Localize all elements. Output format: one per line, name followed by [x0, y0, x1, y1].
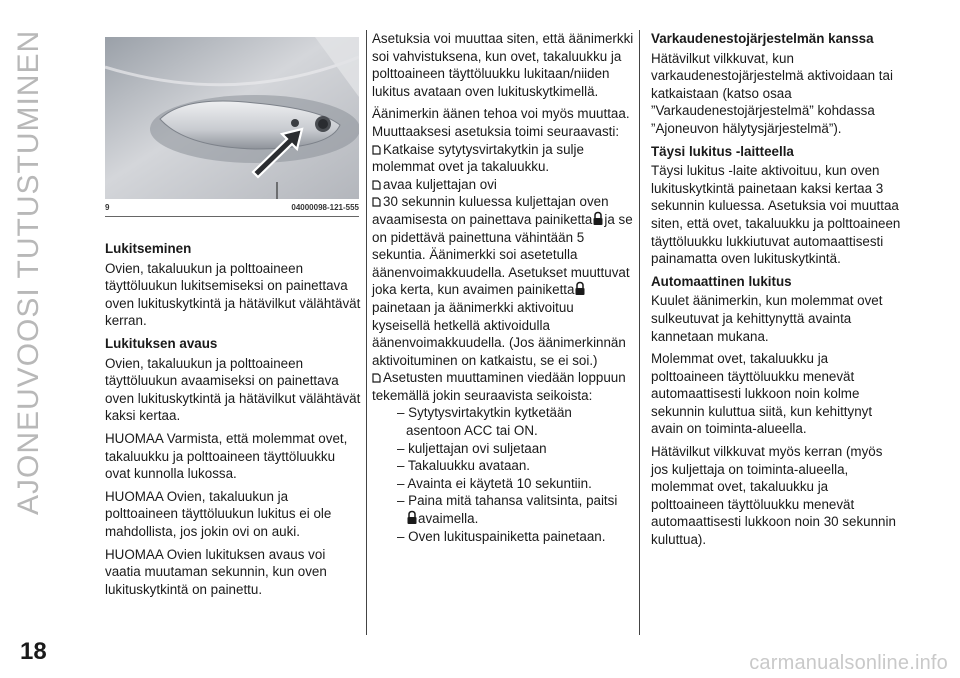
- column-divider-left: [366, 30, 367, 635]
- paragraph: Molemmat ovet, takaluukku ja polttoaineen täyttöluukku menevät automaattisesti lukkoon noin kolme sekunnin kuluttua siitä, kun kehittynyt avain on toiminta-alueella.: [651, 351, 873, 437]
- step-bullet-icon: [372, 145, 381, 155]
- paragraph: Asetuksia voi muuttaa siten, että äänimerkki soi vahvistuksena, kun ovet, takaluukku ja polttoaineen täyttöluukku lukitaan/niiden lukitus avataan oven lukituskytkimellä.: [372, 31, 634, 99]
- step-3: 30 sekunnin kuluessa kuljettajan oven avaamisesta on painettava painiketta ja se on pidettävä painettuna vähintään 5 sekuntia. Äänimerkki soi asetetulla äänenvoimakkuudella. Asetukset muuttuvat joka kerta, kun avaimen painiketta painetaan ja äänimerkki aktivoituu kyseisellä hetkellä aktivoidulla äänenvoimakkuudella. (Jos äänimerkinnän aktivoituminen on katkaistu, se ei soi.): [372, 194, 633, 368]
- lock-icon: [406, 510, 418, 525]
- figure-number: 9: [105, 203, 110, 212]
- heading-unlocking: Lukituksen avaus: [105, 335, 218, 351]
- list-item: – Takaluukku avataan.: [397, 458, 531, 474]
- figure-caption: [105, 203, 359, 217]
- list-item: – Oven lukituspainiketta painetaan.: [397, 528, 606, 544]
- list-item: – kuljettajan ovi suljetaan: [397, 440, 547, 456]
- column-divider-right: [639, 30, 640, 635]
- section-title: AJONEUVOOSI TUTUSTUMINEN: [12, 30, 45, 516]
- step-4: Asetusten muuttaminen viedään loppuun tekemällä jokin seuraavista seikoista:: [372, 370, 626, 403]
- column-1: [105, 240, 363, 603]
- door-handle-figure: [105, 37, 359, 199]
- paragraph: Ovien, takaluukun ja polttoaineen täyttöluukun avaamiseksi on painettava oven lukituskytkintä ja hätävilkut välähtävät kaksi kertaa.: [105, 355, 361, 424]
- note: HUOMAA Ovien, takaluukun ja polttoaineen täyttöluukun lukitus ei ole mahdollista, jos jokin ovi on auki.: [105, 488, 332, 539]
- heading-locking: Lukitseminen: [105, 241, 192, 256]
- column-2: [372, 30, 634, 545]
- paragraph: Hätävilkut vilkkuvat, kun varkaudenestojärjestelmä aktivoidaan tai katkaistaan (katso osaa ”Varkaudenestojärjestelmä” kohdassa ”Ajoneuvon hälytysjärjestelmä”).: [651, 50, 893, 136]
- paragraph: Ovien, takaluukun ja polttoaineen täyttöluukun lukitsemiseksi on painettava oven lukituskytkintä ja hätävilkut välähtävät kerran.: [105, 260, 361, 329]
- step-bullet-icon: [372, 197, 381, 207]
- paragraph: Kuulet äänimerkin, kun molemmat ovet sulkeutuvat ja kehittynyttä avainta kannetaan mukana.: [651, 293, 883, 344]
- lock-icon: [592, 211, 604, 226]
- watermark: carmanualsonline.info: [749, 652, 948, 674]
- door-handle-illustration: [105, 37, 359, 199]
- heading-full-lock: Täysi lukitus -laitteella: [651, 143, 794, 159]
- page-number: 18: [20, 638, 47, 665]
- list-item: – Sytytysvirtakytkin kytketään asentoon ACC tai ON.: [397, 405, 572, 439]
- lock-icon: [574, 281, 586, 296]
- figure-code: 04000098-121-555: [291, 203, 359, 212]
- heading-auto-lock: Automaattinen lukitus: [651, 273, 792, 289]
- step-bullet-icon: [372, 373, 381, 383]
- note: HUOMAA Ovien lukituksen avaus voi vaatia muutaman sekunnin, kun oven lukituskytkintä on painettu.: [105, 546, 327, 597]
- column-3: [651, 30, 901, 554]
- list-item: – Avainta ei käytetä 10 sekuntiin.: [397, 475, 592, 491]
- note: HUOMAA Varmista, että molemmat ovet, takaluukku ja polttoaineen täyttöluukku ovat kunnolla lukossa.: [105, 430, 348, 482]
- paragraph: Hätävilkut vilkkuvat myös kerran (myös jos kuljettaja on toiminta-alueella, molemmat ovet, takaluukku ja polttoaineen täyttöluukku menevät automaattisesti lukkoon noin 30 sekunnin kuluttua).: [651, 444, 896, 548]
- list-item: – Paina mitä tahansa valitsinta, paitsi avaimella.: [397, 493, 618, 527]
- heading-anti-theft: Varkaudenestojärjestelmän kanssa: [651, 31, 874, 46]
- step-1: Katkaise sytytysvirtakytkin ja sulje molemmat ovet ja takaluukku.: [372, 141, 584, 175]
- paragraph: Äänimerkin äänen tehoa voi myös muuttaa. Muuttaaksesi asetuksia toimi seuraavasti:: [372, 106, 630, 139]
- step-2: avaa kuljettajan ovi: [372, 176, 634, 194]
- figure-rule: [105, 216, 359, 217]
- step-bullet-icon: [372, 180, 381, 190]
- paragraph: Täysi lukitus -laite aktivoituu, kun oven lukituskytkintä painetaan kaksi kertaa 3 sekunnin kuluessa. Asetuksia voi muuttaa siten, että ovet, takaluukku ja polttoaineen täyttöluukku lukkiutuvat automaattisesti painamatta oven lukituskytkintä.: [651, 163, 901, 267]
- completion-list: [372, 404, 634, 545]
